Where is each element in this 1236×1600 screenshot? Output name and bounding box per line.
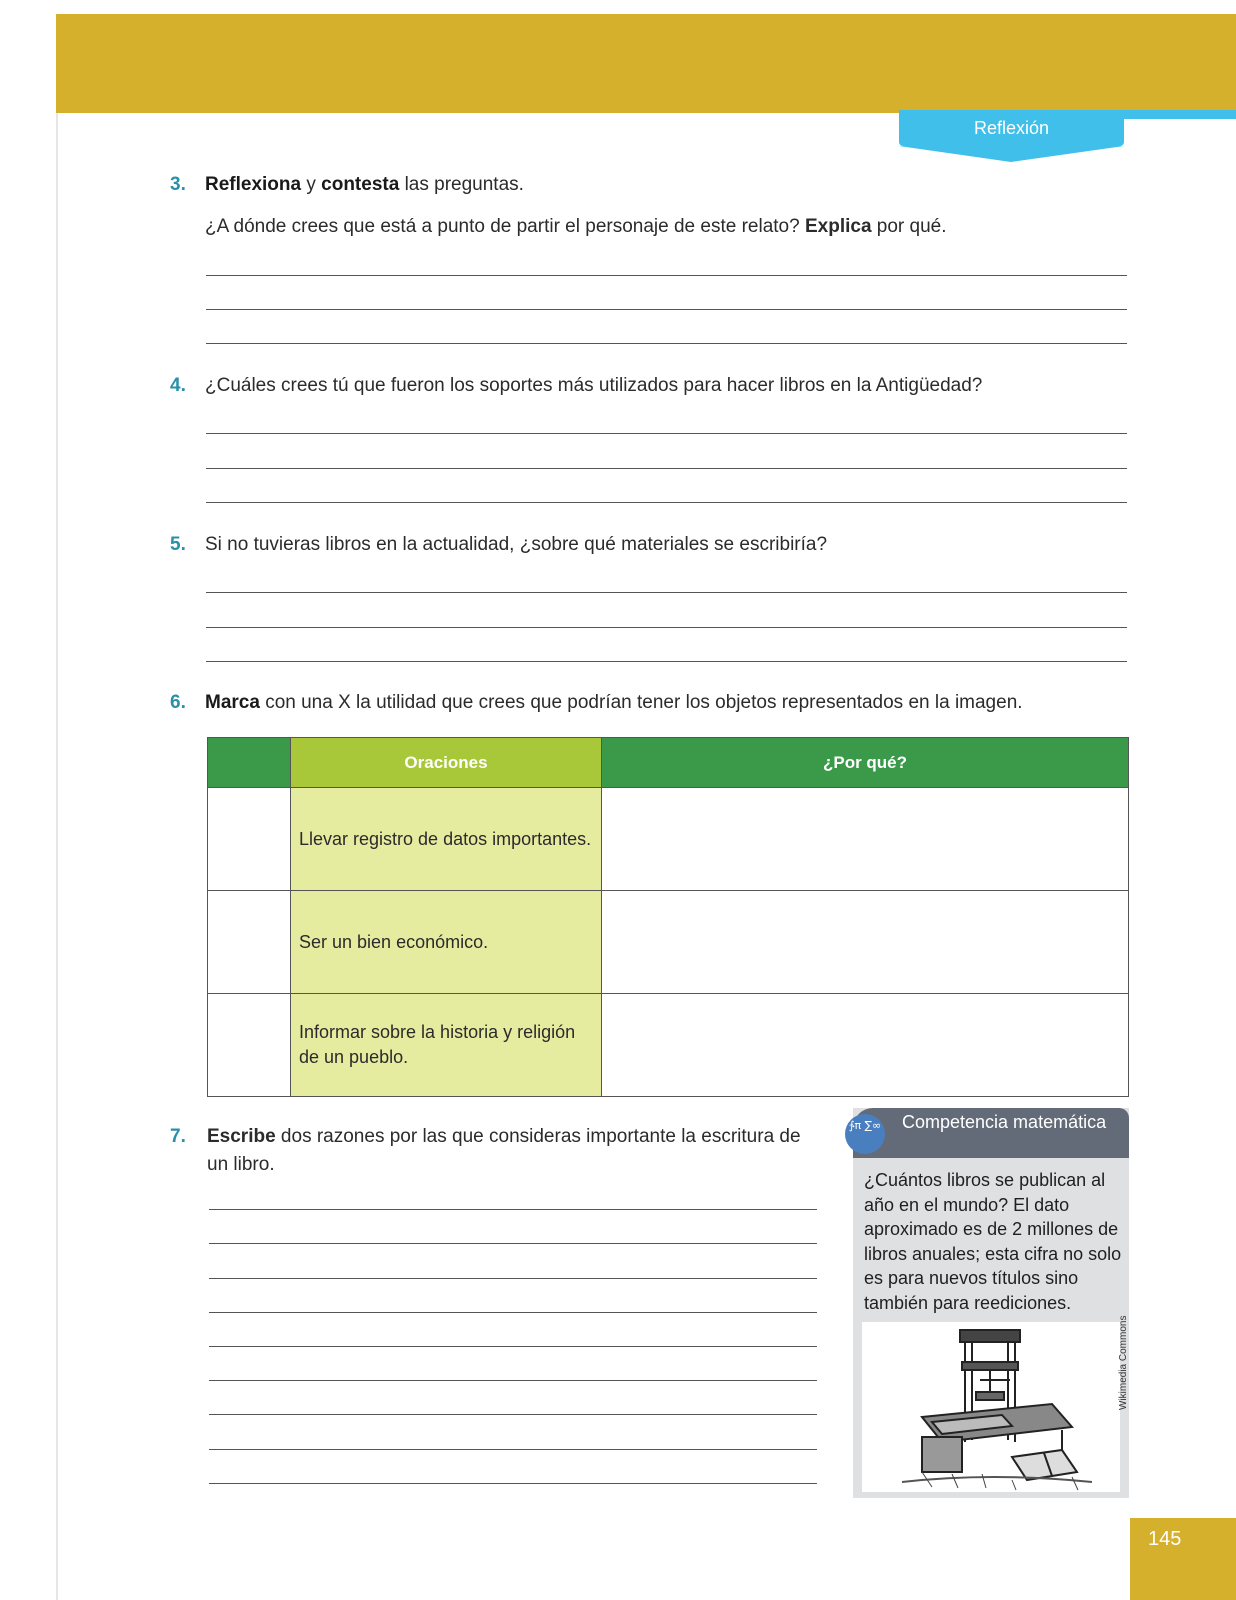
question-text: ¿Cuáles crees tú que fueron los soportes más utilizados para hacer libros en la Antigüedad? (205, 375, 983, 396)
answer-line[interactable] (206, 468, 1127, 469)
answer-line[interactable] (206, 502, 1127, 503)
section-accent-strip (1110, 110, 1236, 119)
question-number: 3. (170, 174, 186, 195)
competencia-header (848, 1108, 1129, 1158)
mark-x-cell[interactable] (208, 788, 291, 891)
top-color-band (56, 14, 1236, 113)
question-3-prompt: ¿A dónde crees que está a punto de partir el personaje de este relato? Explica por qué. (205, 216, 947, 237)
page-number-badge (1130, 1518, 1236, 1600)
answer-line[interactable] (206, 275, 1127, 276)
oracion-cell: Llevar registro de datos importantes. (291, 788, 602, 891)
oraciones-header: Oraciones (291, 738, 602, 788)
answer-line[interactable] (206, 627, 1127, 628)
answer-line[interactable] (206, 343, 1127, 344)
question-7 (170, 1123, 820, 1179)
question-text: Si no tuvieras libros en la actualidad, ¿sobre qué materiales se escribiría? (205, 534, 828, 555)
answer-line[interactable] (209, 1278, 817, 1279)
question-number: 6. (170, 692, 186, 713)
math-symbols-icon: ∱π ∑∞ (845, 1114, 885, 1154)
answer-line[interactable] (209, 1483, 817, 1484)
table-row (208, 891, 1129, 994)
oracion-cell: Ser un bien económico. (291, 891, 602, 994)
section-tab-reflexion: Reflexión (899, 110, 1124, 146)
por-que-answer-cell[interactable] (602, 994, 1129, 1097)
question-text: Marca con una X la utilidad que crees que podrían tener los objetos representados en la imagen. (205, 692, 1023, 713)
question-number: 5. (170, 534, 186, 555)
answer-line[interactable] (206, 592, 1127, 593)
table-row (208, 788, 1129, 891)
printing-press-image (862, 1322, 1120, 1492)
answer-line[interactable] (209, 1346, 817, 1347)
table-row (208, 994, 1129, 1097)
competencia-title: Competencia matemática (902, 1112, 1107, 1132)
image-credit: Wikimedia Commons (1118, 1315, 1129, 1410)
por-que-answer-cell[interactable] (602, 788, 1129, 891)
answer-line[interactable] (206, 661, 1127, 662)
competencia-text: ¿Cuántos libros se publican al año en el mundo? El dato aproximado es de 2 millones de libros anuales; esta cifra no solo es para nuevos títulos sino también para reediciones. (864, 1170, 1122, 1313)
question-text: Reflexiona y contesta las preguntas. (205, 174, 524, 195)
page-left-edge (56, 113, 58, 1600)
answer-line[interactable] (206, 309, 1127, 310)
mark-column-header (208, 738, 291, 788)
answer-line[interactable] (209, 1243, 817, 1244)
competencia-matematica-box (848, 1108, 1129, 1498)
answer-line[interactable] (209, 1380, 817, 1381)
answer-line[interactable] (209, 1209, 817, 1210)
por-que-header: ¿Por qué? (602, 738, 1129, 788)
mark-x-cell[interactable] (208, 891, 291, 994)
answer-line[interactable] (206, 433, 1127, 434)
question-text: Escribe dos razones por las que consideras importante la escritura de un libro. (207, 1126, 801, 1175)
mark-x-cell[interactable] (208, 994, 291, 1097)
answer-line[interactable] (209, 1449, 817, 1450)
por-que-answer-cell[interactable] (602, 891, 1129, 994)
page-number: 145 (1148, 1528, 1182, 1550)
question-number: 7. (170, 1126, 186, 1147)
table-header-row (208, 738, 1129, 788)
utility-table (207, 737, 1129, 1097)
question-number: 4. (170, 375, 186, 396)
answer-line[interactable] (209, 1414, 817, 1415)
oracion-cell: Informar sobre la historia y religión de un pueblo. (291, 994, 602, 1097)
answer-line[interactable] (209, 1312, 817, 1313)
